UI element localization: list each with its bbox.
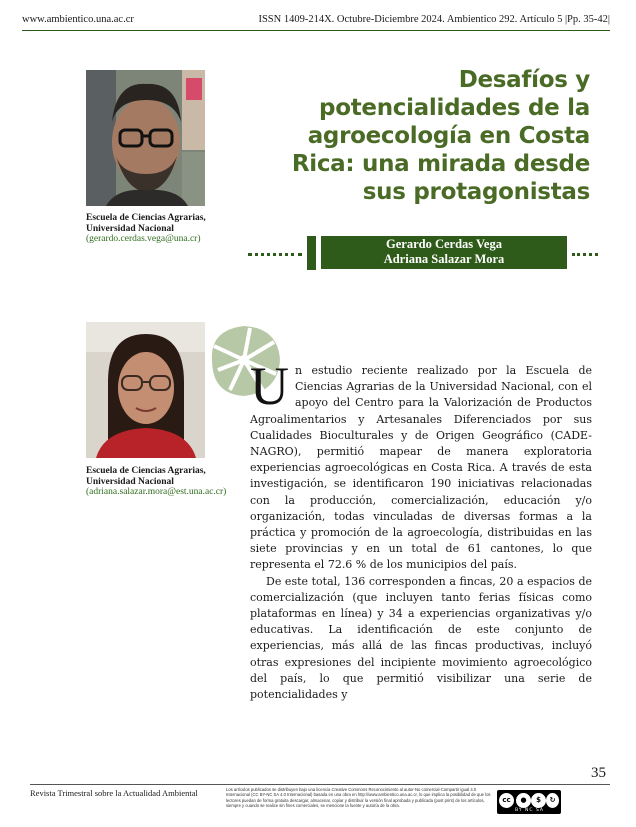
cc-icon: cc xyxy=(499,793,514,808)
by-icon: ● xyxy=(516,793,531,808)
body-paragraph xyxy=(250,356,592,574)
author-name: Gerardo Cerdas Vega xyxy=(386,237,502,251)
author-email-link[interactable]: (adriana.salazar.mora@est.una.ac.cr) xyxy=(86,487,227,497)
issn-info: ISSN 1409-214X. Octubre-Diciembre 2024. Ambientico 292. Artículo 5 |Pp. 35-42| xyxy=(258,14,610,25)
article-title: Desafíos y potencialidades de la agroecología en Costa Rica: una mirada desde sus protagonistas xyxy=(291,67,590,205)
dotted-rule-left xyxy=(248,253,302,256)
authors-banner xyxy=(321,236,567,269)
dotted-rule-right xyxy=(572,253,598,256)
author-photo-gerardo xyxy=(86,70,205,206)
sa-icon: ↻ xyxy=(546,793,559,808)
drop-cap: U xyxy=(250,356,289,416)
affiliation-text: Escuela de Ciencias Agrarias, Universidad Nacional xyxy=(86,466,206,487)
cc-license-label: BY NC SA xyxy=(515,808,544,813)
page-number: 35 xyxy=(591,765,606,781)
affiliation-text: Escuela de Ciencias Agrarias, Universidad Nacional xyxy=(86,213,206,234)
author-name: Adriana Salazar Mora xyxy=(383,252,505,266)
article-body xyxy=(250,356,592,703)
license-notice: Los artículos publicados se distribuyen bajo una licencia Creative Commons Reconocimiento al autor-No comercial-Compartir igual 4.0 Internacional (CC BY-NC SA 4.0 Internacional) basada en una obra en http://www.ambientico.una.ac.cr, lo que implica la posibilidad de que los lectores puedan de forma gratuita descargar, almacenar, copiar y distribuir la versión final aprobada y publicada (post print) de los artículos, siempre y cuando se realice sin fines comerciales, se mencione la fuente y autoría de la obra. xyxy=(226,787,491,809)
creative-commons-badge[interactable] xyxy=(497,790,561,814)
author-affiliation-1 xyxy=(86,213,216,245)
paragraph-text: n estudio reciente realizado por la Escuela de Ciencias Agrarias de la Universidad Nacional, con el apoyo del Centro para la Valorización de Productos Agroalimentarios y Artesanales Diferenciados por sus Cualidades Bioculturales y de Origen Geográfico (CADE-NAGRO), permitió mapear de manera exploratoria experiencias agroecológicas en Costa Rica. A través de esta investigación, se identificaron 190 iniciativas relacionadas con la producción, comercialización, educación y/o organización, todas vinculadas de diversas formas a la práctica y promoción de la agroecología, distribuidas en las siete provincias y en un total de 61 cantones, lo que representa el 72.6 % de los municipios del país. xyxy=(250,364,592,572)
body-paragraph: De este total, 136 corresponden a fincas, 20 a espacios de comercialización (que incluyen tanto ferias físicas como plataformas en línea) y 34 a experiencias organizativas y/o educativas. La identificación de este conjunto de experiencias, más allá de las fincas productivas, incluyó otras expresiones del incipiente movimiento agroecológico del país, lo que permitió visibilizar una serie de potencialidades y xyxy=(250,574,592,702)
banner-accent-bar xyxy=(307,236,316,270)
nc-icon: $ xyxy=(531,793,546,808)
journal-name: Revista Trimestral sobre la Actualidad Ambiental xyxy=(30,788,198,798)
footer-divider xyxy=(30,784,610,785)
website-url[interactable]: www.ambientico.una.ac.cr xyxy=(22,14,134,25)
author-photo-adriana xyxy=(86,322,205,458)
author-email-link[interactable]: (gerardo.cerdas.vega@una.cr) xyxy=(86,234,201,244)
author-affiliation-2 xyxy=(86,466,227,498)
header-divider xyxy=(22,30,610,31)
